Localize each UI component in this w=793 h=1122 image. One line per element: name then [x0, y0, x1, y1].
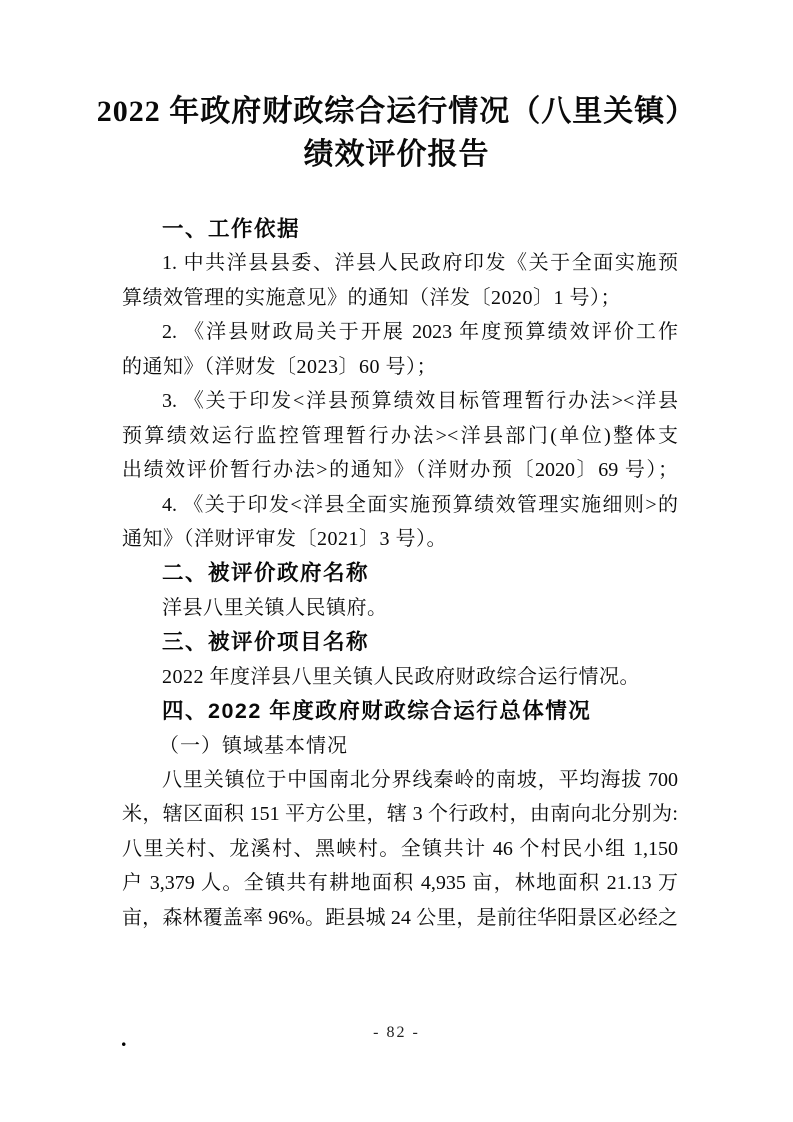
section-heading: （一）镇域基本情况 — [159, 734, 348, 757]
text-line: 出绩效评价暂行办法>的通知》（洋财办预〔2020〕69 号）； — [122, 459, 678, 482]
text-line: 预算绩效运行监控管理暂行办法><洋县部门(单位)整体支 — [122, 424, 678, 447]
text-line: 2. 《洋县财政局关于开展 2023 年度预算绩效评价工作 — [162, 321, 678, 344]
text-line: 4. 《关于印发<洋县全面实施预算绩效管理实施细则>的 — [162, 493, 678, 516]
document-body — [122, 212, 678, 935]
text-line: 亩，森林覆盖率 96%。距县城 24 公里，是前往华阳景区必经之 — [122, 906, 678, 929]
page-number: - 82 - — [373, 1024, 420, 1041]
title-line-2: 绩效评价报告 — [303, 138, 490, 171]
text-line: 八里关镇位于中国南北分界线秦岭的南坡，平均海拔 700 — [162, 769, 678, 791]
text-line: 米，辖区面积 151 平方公里，辖 3 个行政村，由南向北分别为: — [122, 803, 678, 826]
text-line: 1. 中共洋县县委、洋县人民政府印发《关于全面实施预 — [162, 252, 678, 275]
title-line-1: 2022 年政府财政综合运行情况（八里关镇） — [96, 95, 697, 128]
text-line: 3. 《关于印发<洋县预算绩效目标管理暂行办法><洋县 — [162, 390, 678, 413]
section-heading: 三、被评价项目名称 — [162, 630, 370, 655]
section-heading: 四、2022 年度政府财政综合运行总体情况 — [162, 699, 592, 724]
text-line: 八里关村、龙溪村、黑峡村。全镇共计 46 个村民小组 1,150 — [122, 837, 678, 860]
document-title — [50, 90, 743, 176]
stray-dot-mark: . — [121, 1026, 127, 1051]
text-line: 洋县八里关镇人民镇府。 — [162, 596, 388, 619]
text-line: 户 3,379 人。全镇共有耕地面积 4,935 亩，林地面积 21.13 万 — [122, 872, 678, 895]
section-heading: 一、工作依据 — [162, 217, 301, 241]
text-line: 的通知》（洋财发〔2023〕60 号）； — [122, 355, 437, 378]
text-line: 2022 年度洋县八里关镇人民政府财政综合运行情况。 — [162, 665, 640, 688]
text-line: 算绩效管理的实施意见》的通知（洋发〔2020〕1 号）； — [122, 286, 621, 309]
section-heading: 二、被评价政府名称 — [162, 561, 370, 586]
text-line: 通知》（洋财评审发〔2021〕3 号）。 — [122, 527, 447, 550]
